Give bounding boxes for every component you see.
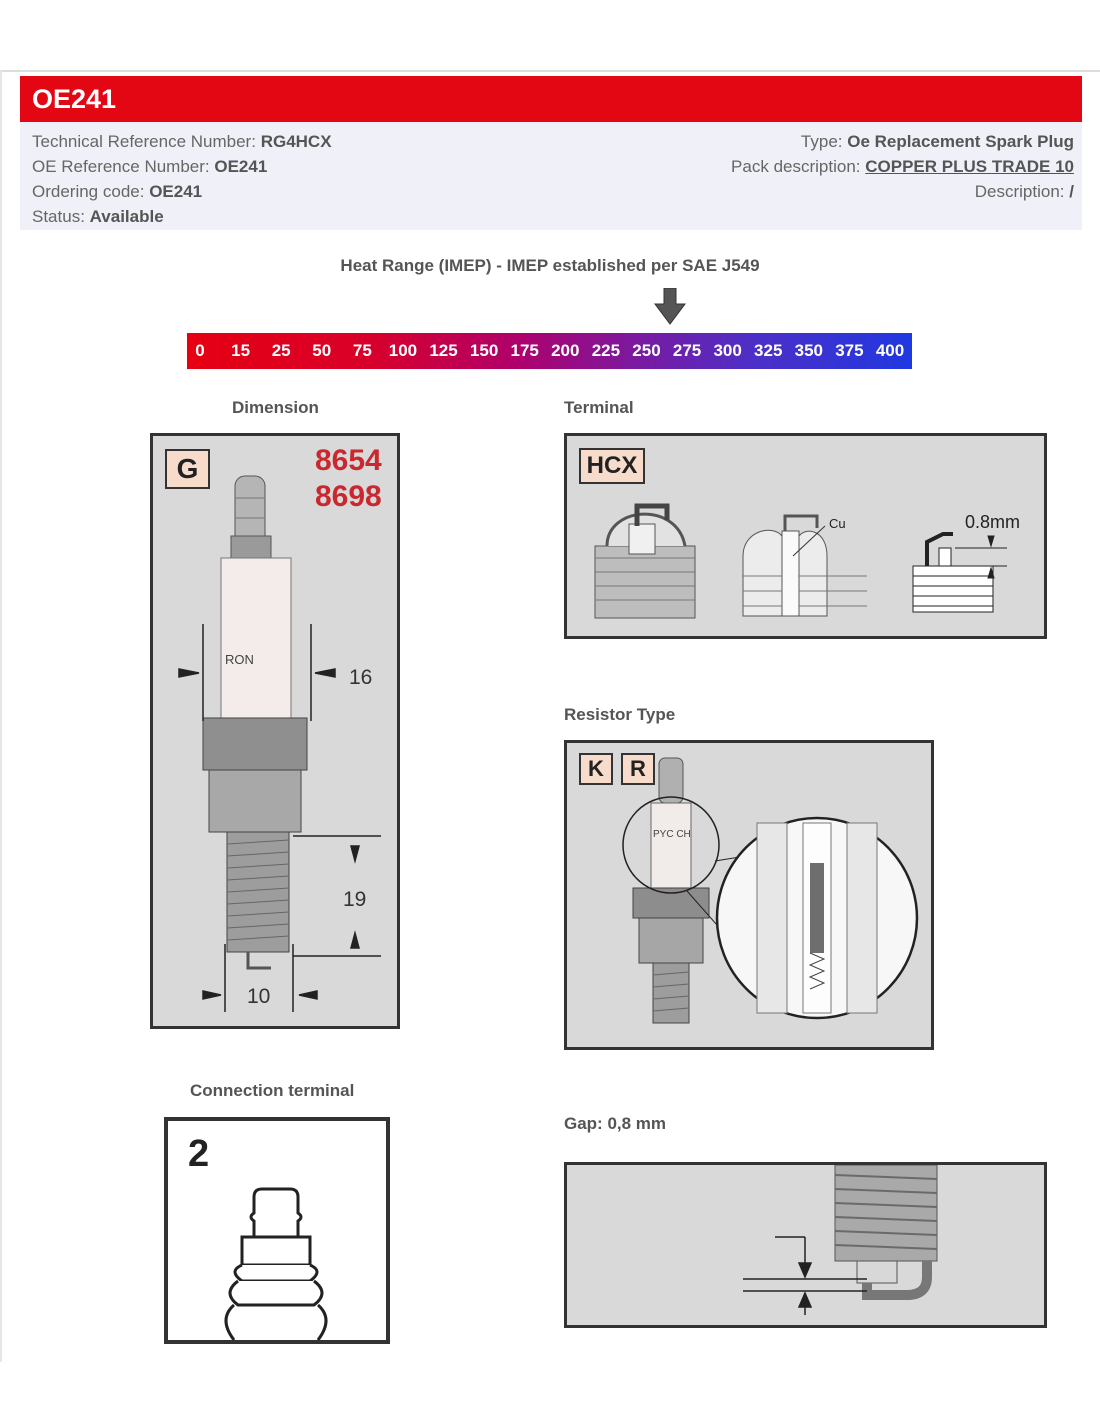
hex-dimension: 16 bbox=[349, 666, 373, 689]
heat-range-value: 150 bbox=[469, 341, 499, 360]
heat-range-value: 200 bbox=[551, 341, 580, 360]
dimension-diagram bbox=[150, 433, 400, 1029]
tech-ref-value: RG4HCX bbox=[260, 132, 332, 151]
heat-range-value: 175 bbox=[510, 341, 539, 360]
heat-range-value: 50 bbox=[312, 341, 332, 360]
gap-diagram bbox=[564, 1162, 1047, 1328]
dimension-tag: G bbox=[165, 449, 210, 489]
type-value: Oe Replacement Spark Plug bbox=[847, 132, 1074, 151]
ordering-code-label: Ordering code: bbox=[32, 182, 145, 201]
spark-plug-dimension-drawing bbox=[153, 436, 397, 1026]
heat-range-value: 300 bbox=[713, 341, 742, 360]
ordering-code-value: OE241 bbox=[149, 182, 203, 201]
description-value: / bbox=[1069, 182, 1074, 201]
heat-range-value: 325 bbox=[754, 341, 783, 360]
insulator-print-dim: RON bbox=[225, 652, 254, 667]
heat-range-value: 275 bbox=[672, 341, 702, 360]
heat-range-value: 75 bbox=[352, 341, 372, 360]
connection-terminal-diagram bbox=[164, 1117, 390, 1344]
gap-label: 0.8mm bbox=[965, 512, 1021, 532]
resistor-tag-r: R bbox=[621, 753, 655, 785]
type-label: Type: bbox=[800, 132, 843, 151]
pack-label: Pack description: bbox=[731, 157, 861, 176]
heat-range-scale bbox=[187, 333, 912, 369]
electrode-cutaway bbox=[743, 516, 867, 616]
status-label: Status: bbox=[32, 207, 85, 226]
ordering-code-row bbox=[32, 182, 202, 202]
heat-range-value: 15 bbox=[231, 341, 251, 360]
heat-range-value: 375 bbox=[835, 341, 864, 360]
electrode-photo bbox=[595, 506, 695, 618]
gap-plug-drawing bbox=[567, 1165, 1044, 1325]
terminal-tag: HCX bbox=[579, 448, 645, 484]
type-row bbox=[801, 132, 1074, 152]
oe-ref-row bbox=[32, 157, 267, 177]
resistor-drawing bbox=[567, 743, 931, 1047]
tech-ref-label: Technical Reference Number: bbox=[32, 132, 256, 151]
dimension-caption: Dimension bbox=[232, 398, 319, 417]
dimension-code-2: 8698 bbox=[315, 480, 382, 513]
gap-drawing bbox=[913, 534, 1007, 612]
heat-range-value: 250 bbox=[632, 341, 661, 360]
pack-description-link[interactable]: COPPER PLUS TRADE 10 bbox=[865, 157, 1074, 176]
terminal-caption: Terminal bbox=[564, 398, 634, 417]
heat-range-value: 400 bbox=[875, 341, 905, 360]
terminal-diagram bbox=[564, 433, 1047, 639]
insulator-print-res: PYC CH bbox=[653, 829, 691, 840]
status-value: Available bbox=[89, 207, 164, 226]
product-title: OE241 bbox=[32, 84, 117, 114]
connection-caption: Connection terminal bbox=[190, 1081, 355, 1100]
description-label: Description: bbox=[974, 182, 1065, 201]
connection-number: 2 bbox=[188, 1133, 210, 1175]
electrode-drawings bbox=[567, 436, 1044, 636]
pack-row bbox=[731, 157, 1074, 177]
oe-ref-label: OE Reference Number: bbox=[32, 157, 210, 176]
connection-terminal-drawing bbox=[168, 1121, 386, 1340]
dimension-code-1: 8654 bbox=[315, 444, 382, 477]
status-row bbox=[32, 207, 164, 227]
heat-range-value: 0 bbox=[195, 341, 205, 360]
resistor-tag-k: K bbox=[579, 753, 613, 785]
heat-range-value: 125 bbox=[429, 341, 458, 360]
copper-label: Cu bbox=[829, 516, 846, 531]
heat-range-value: 225 bbox=[591, 341, 621, 360]
heat-range-pointer-icon bbox=[654, 288, 686, 326]
heat-range-value: 100 bbox=[388, 341, 418, 360]
product-title-bar bbox=[20, 76, 1082, 122]
description-row bbox=[975, 182, 1074, 202]
resistor-caption: Resistor Type bbox=[564, 705, 676, 724]
oe-ref-value: OE241 bbox=[214, 157, 268, 176]
tech-ref-row bbox=[32, 132, 332, 152]
reach-dimension: 19 bbox=[343, 888, 367, 911]
gap-caption: Gap: 0,8 mm bbox=[564, 1114, 667, 1133]
heat-range-title: Heat Range (IMEP) - IMEP established per SAE J549 bbox=[340, 256, 760, 275]
heat-range-value: 350 bbox=[794, 341, 823, 360]
heat-range-value: 25 bbox=[271, 341, 291, 360]
product-info-panel bbox=[20, 122, 1082, 230]
thread-dimension: 10 bbox=[247, 985, 271, 1008]
resistor-diagram bbox=[564, 740, 934, 1050]
